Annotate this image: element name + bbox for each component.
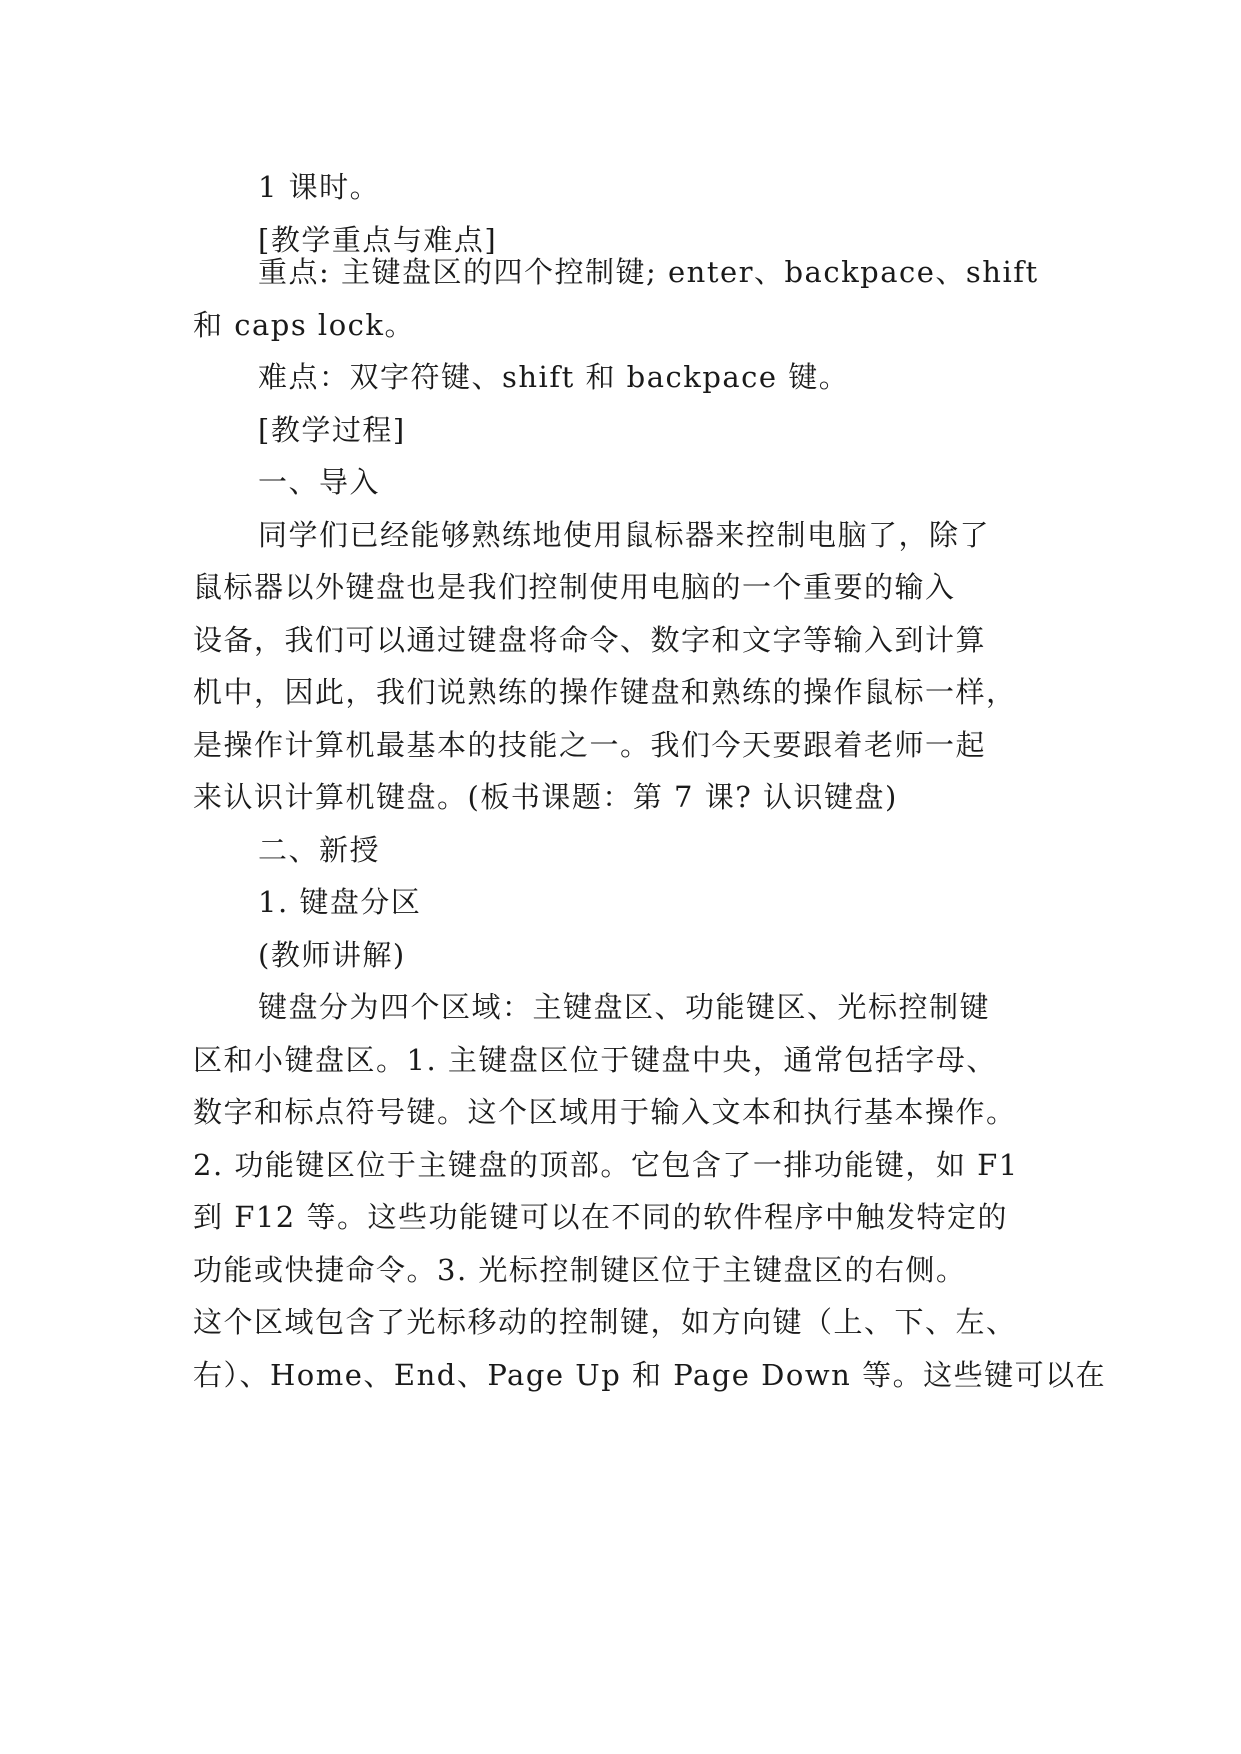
paragraph-line: 键盘分为四个区域：主键盘区、功能键区、光标控制键 — [258, 990, 991, 1024]
paragraph-line: 鼠标器以外键盘也是我们控制使用电脑的一个重要的输入 — [193, 570, 956, 604]
heading-teaching-process: [教学过程] — [258, 413, 406, 447]
heading-introduction: 一、导入 — [258, 465, 381, 499]
text-line-difficult-point: 难点：双字符键、shift 和 backpace 键。 — [258, 360, 850, 394]
text-line-teacher-explains: (教师讲解) — [258, 938, 406, 972]
paragraph-line: 2. 功能键区位于主键盘的顶部。它包含了一排功能键，如 F1 — [193, 1148, 1019, 1182]
paragraph-line: 功能或快捷命令。3. 光标控制键区位于主键盘区的右侧。 — [193, 1253, 967, 1287]
paragraph-line: 右）、Home、End、Page Up 和 Page Down 等。这些键可以在 — [193, 1358, 1107, 1392]
paragraph-line: 同学们已经能够熟练地使用鼠标器来控制电脑了，除了 — [258, 518, 991, 552]
paragraph-line: 这个区域包含了光标移动的控制键，如方向键（上、下、左、 — [193, 1305, 1017, 1339]
paragraph-line: 到 F12 等。这些功能键可以在不同的软件程序中触发特定的 — [193, 1200, 1008, 1234]
paragraph-line: 区和小键盘区。1. 主键盘区位于键盘中央，通常包括字母、 — [193, 1043, 997, 1077]
paragraph-line: 设备，我们可以通过键盘将命令、数字和文字等输入到计算 — [193, 623, 987, 657]
paragraph-line: 是操作计算机最基本的技能之一。我们今天要跟着老师一起 — [193, 728, 987, 762]
heading-new-lesson: 二、新授 — [258, 833, 381, 867]
paragraph-line: 数字和标点符号键。这个区域用于输入文本和执行基本操作。 — [193, 1095, 1017, 1129]
text-line-key-point: 重点: 主键盘区的四个控制键; enter、backpace、shift — [258, 255, 1039, 289]
text-line-lesson-hours: 1 课时。 — [258, 170, 381, 204]
paragraph-line: 来认识计算机键盘。(板书课题：第 7 课? 认识键盘) — [193, 780, 898, 814]
text-line-key-point-cont: 和 caps lock。 — [193, 308, 415, 342]
heading-key-points: [教学重点与难点] — [258, 223, 498, 257]
paragraph-line: 机中，因此，我们说熟练的操作键盘和熟练的操作鼠标一样， — [193, 675, 1017, 709]
heading-keyboard-zones: 1. 键盘分区 — [258, 885, 422, 919]
